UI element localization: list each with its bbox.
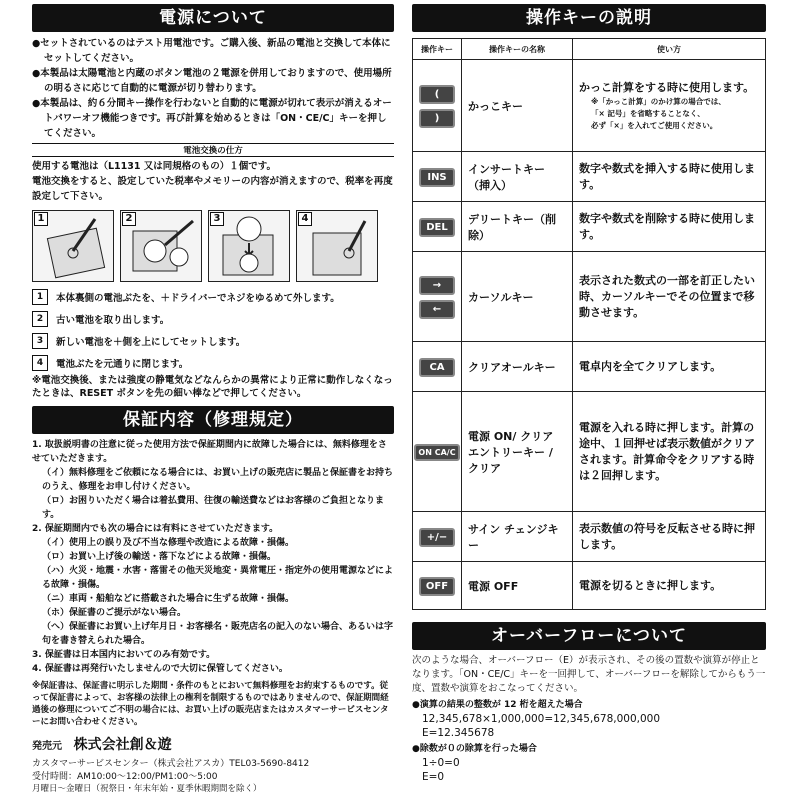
step-text: 新しい電池を＋側を上にしてセットします。: [56, 337, 246, 348]
overflow-case-1-result: E=12.345678: [422, 727, 495, 739]
key-name: デリートキー（削除）: [462, 202, 573, 252]
key-name: クリアオールキー: [462, 342, 573, 392]
step-number: 3: [32, 333, 48, 349]
step-image-2: [120, 210, 202, 282]
ins-key: INS: [419, 168, 455, 187]
step-text: 古い電池を取り出します。: [56, 315, 170, 326]
step-number: 4: [32, 355, 48, 371]
battery-step-images: [32, 210, 394, 282]
power-para-1: ●セットされているのはテスト用電池です。ご購入後、新品の電池と交換して本体にセットしてください。: [32, 38, 391, 64]
del-key: DEL: [419, 218, 455, 237]
insert-battery-illustration: [209, 211, 289, 281]
key-note: ※「かっこ計算」のかけ算の場合では、: [591, 96, 726, 106]
warranty-footnote: ※保証書は、保証書に明示した期間・条件のもとにおいて無料修理をお約束するものです。従って保証書によって、お客様の法律上の権利を制限するものではありませんので、保証期間経過後の修理についてご不明の場合には、お買い上げの販売店またはカスタマーサービスセンターにお問い合わせください。: [32, 681, 389, 727]
overflow-case-1-expr: 12,345,678×1,000,000=12,345,678,000,000: [422, 713, 661, 725]
screwdriver-illustration: [33, 211, 113, 281]
step-text: 本体裏側の電池ぶたを、＋ドライバーでネジをゆるめて外します。: [56, 293, 340, 304]
warranty-item: （へ）保証書にお買い上げ年月日・お客様名・販売店名の記入のない場合、あるいは字句を書き替えられた場合。: [42, 622, 394, 646]
overflow-case-1-title: ●演算の結果の整数が 12 桁を超えた場合: [412, 700, 583, 710]
on-cac-key: ON CA/C: [414, 444, 459, 461]
overflow-case-2-title: ●除数が０の除算を行った場合: [412, 744, 537, 754]
battery-steps-list: [32, 286, 394, 374]
table-row: [413, 60, 766, 152]
left-column: [32, 0, 394, 794]
warranty-item: 3. 保証書は日本国内においてのみ有効です。: [32, 650, 216, 660]
power-para-3: ●本製品は、約６分間キー操作を行わないと自動的に電源が切れて表示が消えるオートパワーオフ機能つきです。再び計算を始めるときは「ON・CE/C」キーを押してください。: [32, 98, 392, 139]
ca-key: CA: [419, 358, 455, 377]
key-usage: 数字や数式を挿入する時に使用します。: [573, 152, 766, 202]
warranty-item: 4. 保証書は再発行いたしませんので大切に保管してください。: [32, 664, 288, 674]
open-paren-key: (: [419, 85, 455, 104]
step-image-1: [32, 210, 114, 282]
left-arrow-key: ←: [419, 300, 455, 319]
warranty-item: （ホ）保証書のご提示がない場合。: [42, 608, 187, 618]
table-row: [413, 562, 766, 610]
key-name: かっこキー: [462, 60, 573, 152]
warranty-list: [32, 438, 394, 676]
reception-hours: 受付時間：AM10:00～12:00/PM1:00～5:00: [32, 772, 218, 782]
key-usage: 電源を切るときに押します。: [573, 562, 766, 610]
sign-change-key: +/−: [419, 528, 455, 547]
warranty-item: 1. 取扱説明書の注意に従った使用方法で保証期間内に故障した場合には、無料修理をさせていただきます。: [32, 440, 387, 464]
battery-step: [32, 330, 394, 352]
off-key: OFF: [419, 577, 455, 596]
overflow-case-2-result: E=0: [422, 771, 445, 783]
close-cover-illustration: [297, 211, 377, 281]
warranty-item: （イ）使用上の誤り及び不当な修理や改造による故障・損傷。: [42, 538, 295, 548]
key-note: 「× 記号」を省略することなく、: [591, 108, 705, 118]
right-column: [412, 0, 766, 784]
warranty-item: （ハ）火災・地震・水害・落雷その他天災地変・異常電圧・指定外の使用電源などによる故障・損傷。: [42, 566, 394, 590]
overflow-case-2-expr: 1÷0=0: [422, 757, 460, 769]
battery-step: [32, 352, 394, 374]
step-image-number: 1: [34, 212, 48, 226]
step-image-number: 2: [122, 212, 136, 226]
key-name: カーソルキー: [462, 252, 573, 342]
keys-section-title: 操作キーの説明: [412, 4, 766, 32]
remove-battery-illustration: [121, 211, 201, 281]
key-usage: 表示数値の符号を反転させる時に押します。: [573, 512, 766, 562]
table-row: [413, 152, 766, 202]
step-number: 1: [32, 289, 48, 305]
key-usage: かっこ計算をする時に使用します。: [579, 80, 755, 94]
seller-line: [32, 734, 394, 754]
header-usage: 使い方: [573, 39, 766, 60]
seller-label: 発売元: [32, 741, 62, 752]
key-usage: 電卓内を全てクリアします。: [573, 342, 766, 392]
warranty-item: （イ）無料修理をご依頼になる場合には、お買い上げの販売店に製品と保証書をお持ちのうえ、修理をお申し付けください。: [42, 468, 394, 492]
step-number: 2: [32, 311, 48, 327]
overflow-intro: 次のような場合、オーバーフロー（E）が表示され、その後の置数や演算が停止となります。「ON・CE/C」キーを一回押して、オーバーフローを解除してからもう一度、置数や演算をおこなってください。: [412, 655, 766, 694]
step-image-number: 4: [298, 212, 312, 226]
key-note: 必ず「×」を入れてご使用ください。: [591, 120, 718, 130]
key-name: 電源 ON/ クリア エントリーキー / クリア: [462, 392, 573, 512]
battery-text-1: 使用する電池は（L1131 又は同規格のもの）１個です。: [32, 161, 277, 172]
battery-step: [32, 308, 394, 330]
reception-days: 月曜日～金曜日（祝祭日・年末年始・夏季休暇期間を除く）: [32, 784, 262, 794]
battery-title: 電池交換の仕方: [32, 143, 394, 157]
power-section-title: 電源について: [32, 4, 394, 32]
battery-step: [32, 286, 394, 308]
key-table: [412, 38, 766, 610]
warranty-item: （ロ）お買い上げ後の輸送・落下などによる故障・損傷。: [42, 552, 277, 562]
warranty-item: （ニ）車両・船舶などに搭載された場合に生ずる故障・損傷。: [42, 594, 295, 604]
step-image-3: [208, 210, 290, 282]
step-image-4: [296, 210, 378, 282]
table-row: [413, 342, 766, 392]
overflow-section-title: オーバーフローについて: [412, 622, 766, 650]
table-row: [413, 252, 766, 342]
table-row: [413, 512, 766, 562]
reset-caution: ※電池交換後、または強度の静電気などなんらかの異常により正常に動作しなくなったときは、RESET ボタンを先の細い棒などで押してください。: [32, 375, 393, 399]
step-text: 電池ぶたを元通りに閉じます。: [56, 359, 189, 370]
key-name: インサートキー（挿入）: [462, 152, 573, 202]
table-row: [413, 202, 766, 252]
key-usage: 数字や数式を削除する時に使用します。: [573, 202, 766, 252]
header-key: 操作キー: [413, 39, 462, 60]
power-para-2: ●本製品は太陽電池と内蔵のボタン電池の２電源を併用しておりますので、使用場所の明るさに応じて自動的に電源が切り替わります。: [32, 68, 392, 94]
customer-center: カスタマーサービスセンター（株式会社アスカ）TEL03-5690-8412: [32, 759, 310, 769]
key-name: サイン チェンジキー: [462, 512, 573, 562]
seller-name: 株式会社創＆遊: [73, 737, 172, 753]
header-name: 操作キーの名称: [462, 39, 573, 60]
battery-text-2: 電池交換をすると、設定していた税率やメモリーの内容が消えますので、税率を再度設定して下さい。: [32, 176, 393, 202]
right-arrow-key: →: [419, 276, 455, 295]
step-image-number: 3: [210, 212, 224, 226]
key-table-header: [413, 39, 766, 60]
key-usage: 電源を入れる時に押します。計算の途中、１回押せば表示数値がクリアされます。計算命令をクリアする時は２回押します。: [573, 392, 766, 512]
key-name: 電源 OFF: [462, 562, 573, 610]
warranty-section-title: 保証内容（修理規定）: [32, 406, 394, 434]
warranty-item: （ロ）お困りいただく場合は着払費用、往復の輸送費などはお客様のご負担となります。: [42, 496, 385, 520]
warranty-item: 2. 保証期間内でも次の場合には有料にさせていただきます。: [32, 524, 279, 534]
close-paren-key: ): [419, 109, 455, 128]
key-usage: 表示された数式の一部を訂正したい時、カーソルキーでその位置まで移動させます。: [573, 252, 766, 342]
table-row: [413, 392, 766, 512]
